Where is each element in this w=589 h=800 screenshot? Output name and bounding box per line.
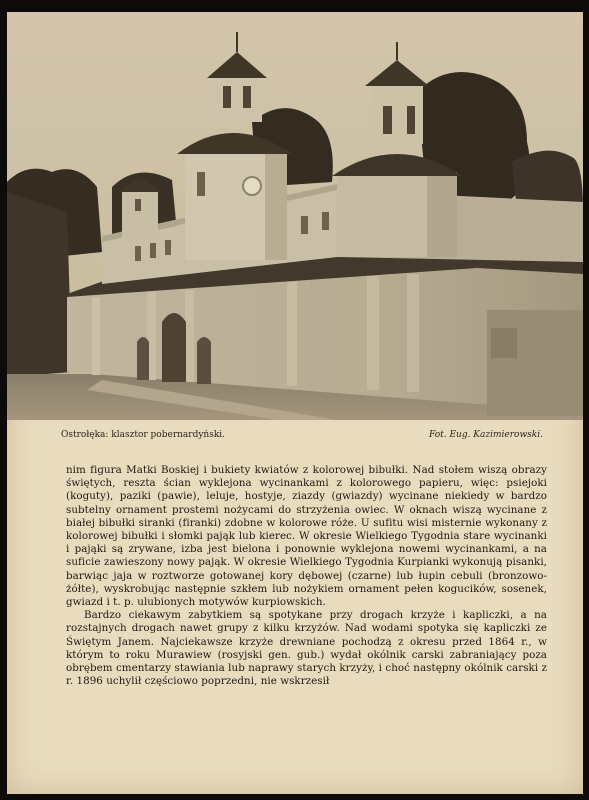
paragraph: Bardzo ciekawym zabytkiem są spotykane przy drogach krzyże i kapliczki, a na rozstajnych drogach nawet grupy z kilku krzyżów. Nad wodami spotyka się kapliczki ze Świętym Janem. Najciekawsze krzyże drewniane pochodzą z okresu przed 1864 r., w którym to roku Murawiew (rosyjski gen. gub.) wydał okólnik carski zabraniający poza obrębem cmentarzy stawiania lub naprawy starych krzyży, i choć następny okólnik carski z r. 1896 uchylił częściowo poprzedni, nie wskrzesił [66,609,547,688]
paragraph: nim figura Matki Boskiej i bukiety kwiatów z kolorowej bibułki. Nad stołem wiszą obrazy świętych, reszta ścian wyklejona wycinankami z kolorowego papieru, więc: psiejoki (koguty), paziki (pawie), leluje, hostyje, ziazdy (gwiazdy) wycinane niekiedy w bardzo subtelny ornament prostemi nożycami do strzyżenia owiec. W oknach wiszą wycinane z białej bibułki siranki (firanki) zdobne w kolorowe róże. U sufitu wisi misternie wykonany z kolorowej bibułki i słomki pająk lub kierec. W okresie Wielkiego Tygodnia stare wycinanki i pająki są zrywane, izba jest bielona i ponownie wyklejona nowemi wycinankami, a na suficie zawieszony nowy pająk. W okresie Wielkiego Tygodnia Kurpianki wykonują pisanki, barwiąc jaja w roztworze gotowanej kory dębowej (czarne) lub łupin cebuli (bronzowo-żółte), wyskrobując następnie szkłem lub nożykiem ornament pełen kogucików, sosenek, gwiazd i t. p. ulubionych motywów kurpiowskich. [66,464,547,609]
photo-caption: Ostrołęka: klasztor pobernardyński. [61,430,226,440]
article-body [66,464,547,688]
photo-credit: Fot. Eug. Kazimierowski. [428,430,543,440]
book-page [7,12,583,794]
monastery-photograph [7,12,583,420]
photo-caption-row [61,430,543,440]
